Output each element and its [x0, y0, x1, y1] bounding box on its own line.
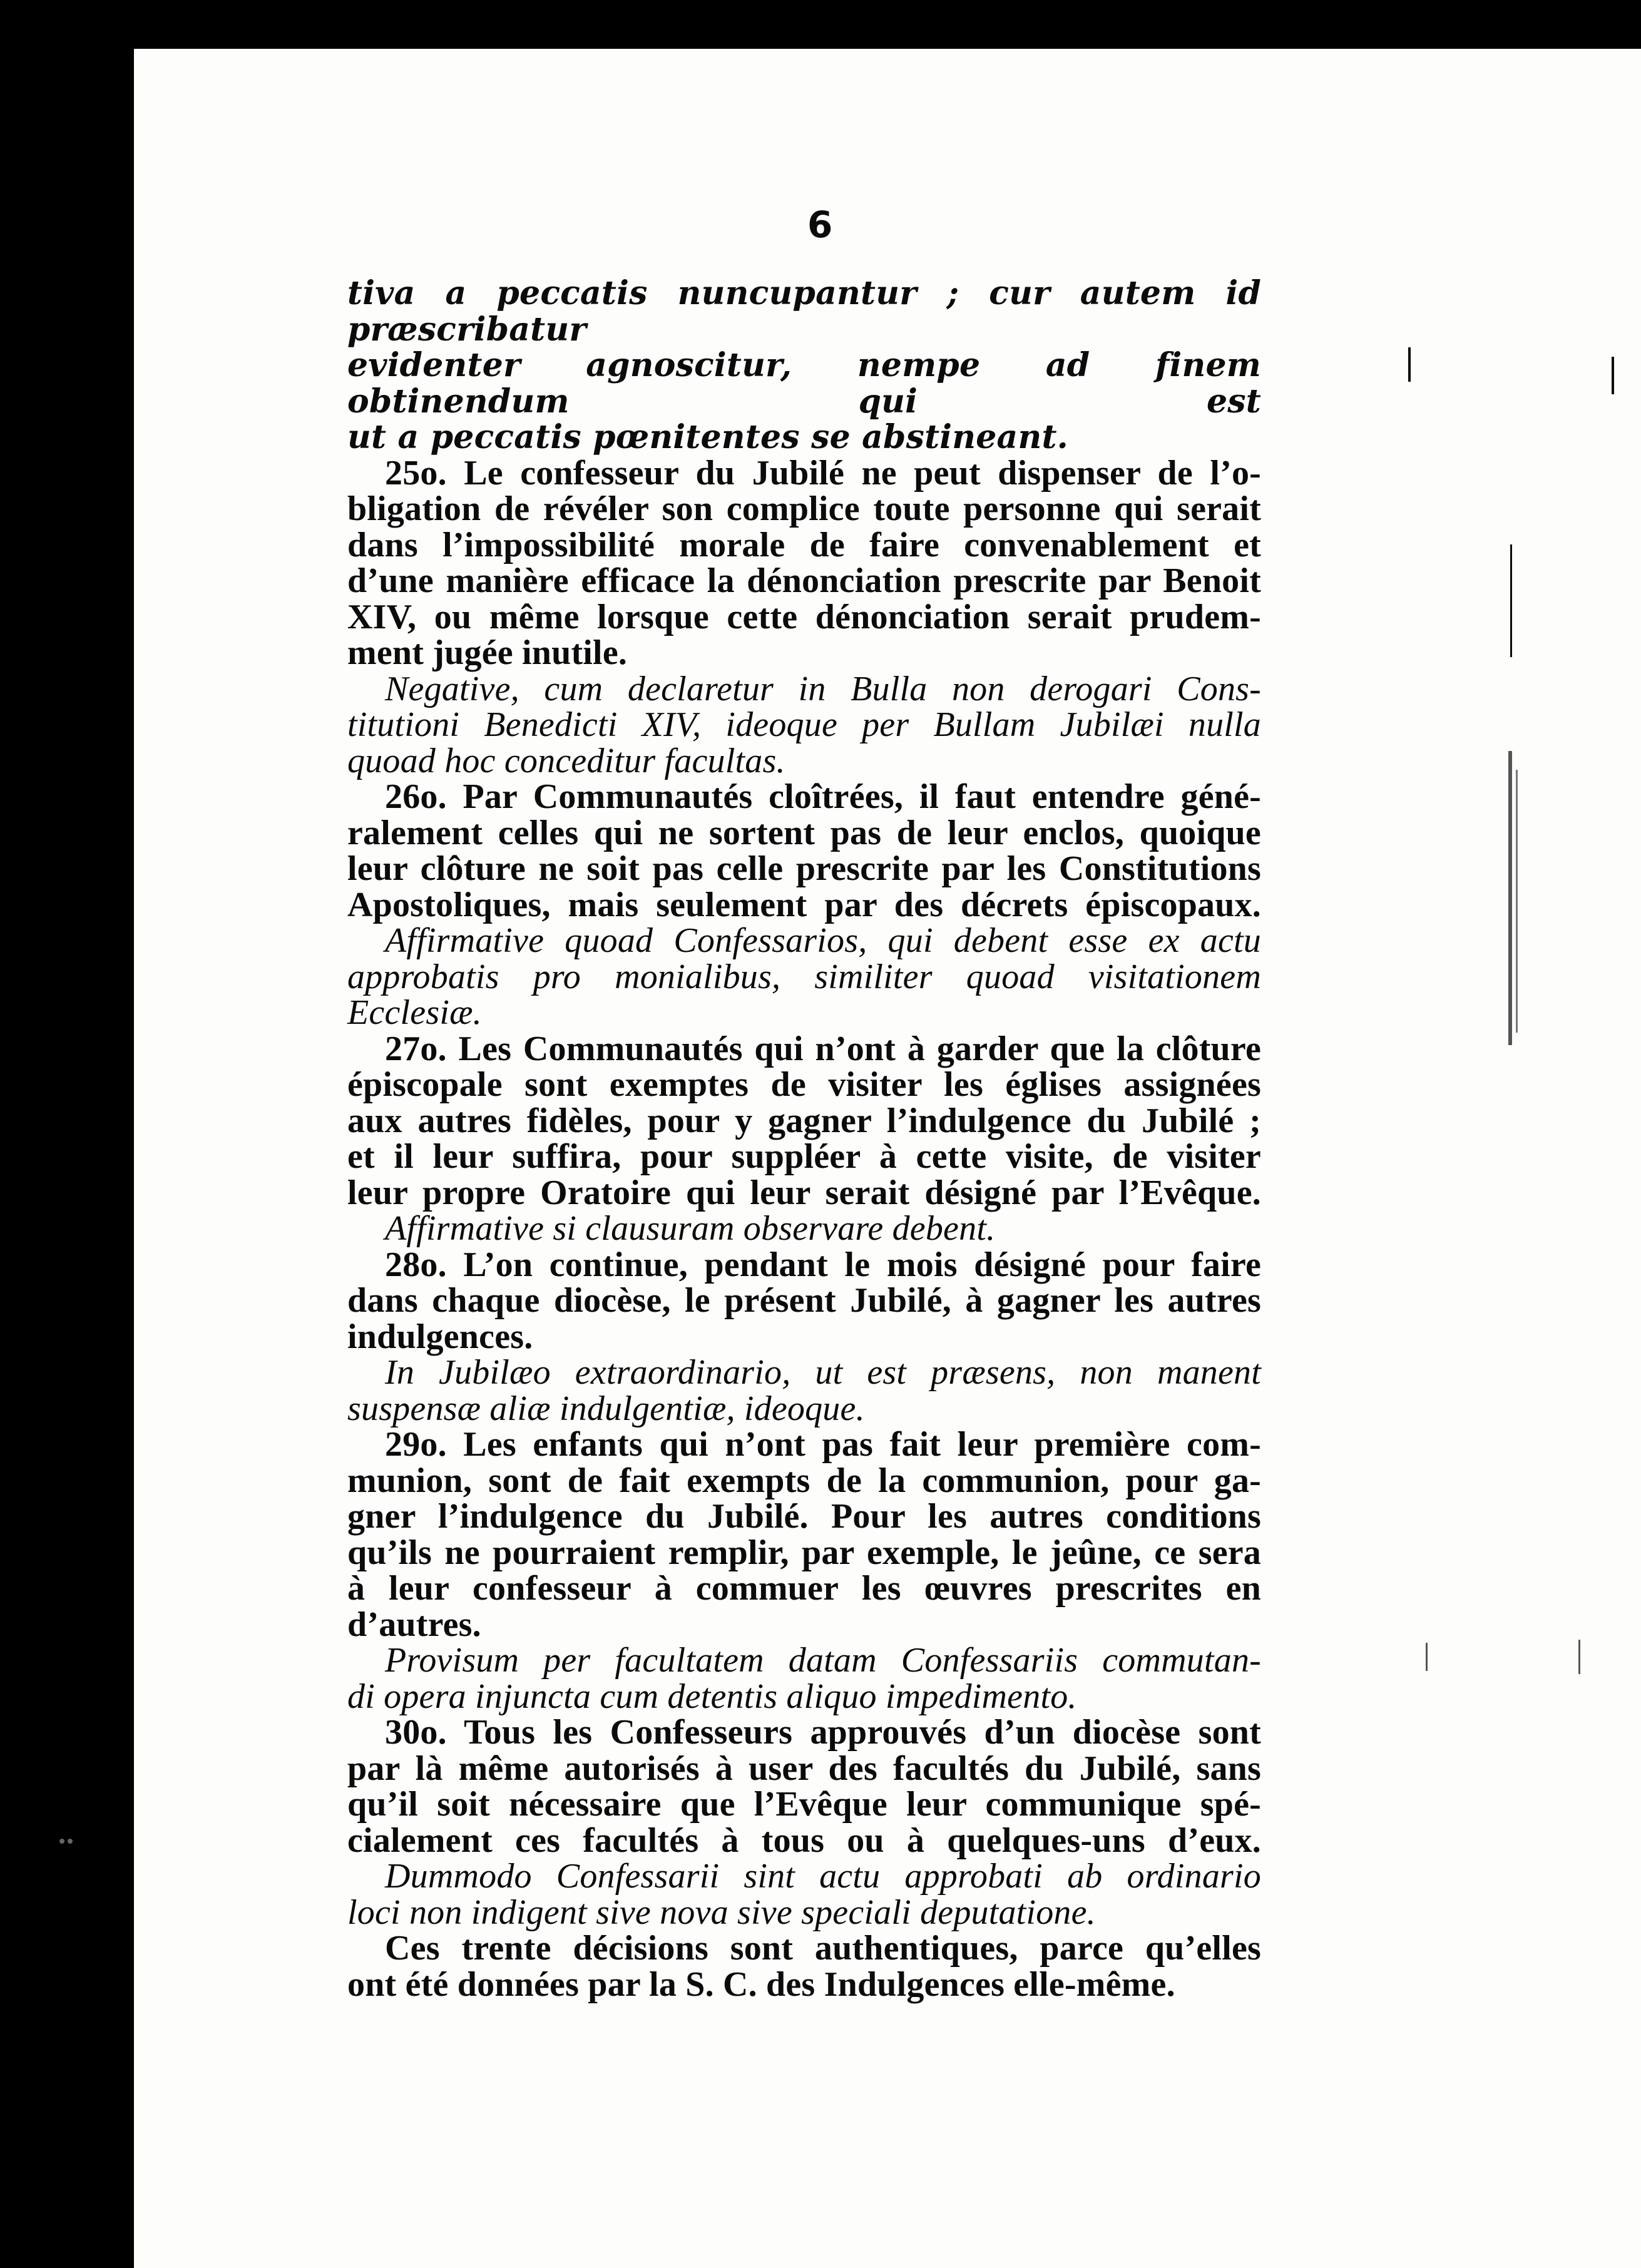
- text-line: d’une manière efficace la dénonciation prescrite par Benoit: [347, 561, 1261, 600]
- margin-scan-mark: [1516, 770, 1518, 1033]
- text-line: loci non indigent sive nova sive speciali deputatione.: [347, 1893, 1096, 1932]
- margin-scan-mark: [1408, 347, 1411, 382]
- text-line: evidenter agnoscitur, nempe ad finem obtinendum qui est: [347, 346, 1261, 421]
- margin-scan-mark: [1578, 1640, 1580, 1674]
- text-line: Ces trente décisions sont authentiques, parce qu’elles: [385, 1929, 1261, 1968]
- margin-scan-mark: [1426, 1643, 1428, 1671]
- margin-scan-dot: [68, 1839, 73, 1844]
- decision-paragraph-29: [347, 1427, 1261, 1643]
- text-line: gner l’indulgence du Jubilé. Pour les autres conditions: [347, 1497, 1261, 1536]
- response-paragraph-25: [347, 669, 1261, 780]
- response-paragraph-27: [347, 1211, 1261, 1247]
- text-line: 27o. Les Communautés qui n’ont à garder que la clôture: [385, 1029, 1261, 1068]
- text-line: bligation de révéler son complice toute personne qui serait: [347, 489, 1261, 528]
- text-line: titutioni Benedicti XIV, ideoque per Bullam Jubilæi nulla: [347, 705, 1261, 744]
- text-line: leur propre Oratoire qui leur serait désigné par l’Evêque.: [347, 1173, 1261, 1212]
- text-line: 29o. Les enfants qui n’ont pas fait leur première com-: [385, 1425, 1261, 1464]
- text-line: munion, sont de fait exempts de la communion, pour ga-: [347, 1461, 1261, 1500]
- text-line: Ecclesiæ.: [347, 993, 482, 1032]
- decision-paragraph-27: [347, 1031, 1261, 1212]
- margin-scan-dot: [59, 1839, 64, 1844]
- text-line: dans chaque diocèse, le présent Jubilé, à gagner les autres: [347, 1281, 1261, 1320]
- text-line: d’autres.: [347, 1605, 481, 1644]
- text-line: Provisum per facultatem datam Confessariis commutan-: [385, 1641, 1261, 1680]
- text-line: 30o. Tous les Confesseurs approuvés d’un diocèse sont: [385, 1713, 1261, 1752]
- text-line: qu’ils ne pourraient remplir, par exemple, le jeûne, ce sera: [347, 1533, 1261, 1572]
- text-line: cialement ces facultés à tous ou à quelques-uns d’eux.: [347, 1821, 1261, 1860]
- text-line: dans l’impossibilité morale de faire convenablement et: [347, 525, 1261, 564]
- response-paragraph-24-continued: [347, 275, 1261, 456]
- text-line: ont été données par la S. C. des Indulgences elle-même.: [347, 1964, 1175, 2004]
- text-line: Negative, cum declaretur in Bulla non derogari Cons-: [385, 669, 1261, 708]
- response-paragraph-30: [347, 1859, 1261, 1931]
- page-number: 6: [807, 203, 833, 246]
- response-paragraph-26: [347, 923, 1261, 1031]
- decision-paragraph-26: [347, 779, 1261, 923]
- response-paragraph-28: [347, 1355, 1261, 1427]
- text-line: indulgences.: [347, 1317, 533, 1356]
- text-line: di opera injuncta cum detentis aliquo impedimento.: [347, 1677, 1077, 1716]
- text-line: aux autres fidèles, pour y gagner l’indulgence du Jubilé ;: [347, 1101, 1261, 1140]
- text-line: suspensæ aliæ indulgentiæ, ideoque.: [347, 1389, 865, 1428]
- text-line: tiva a peccatis nuncupantur ; cur autem id præscribatur: [347, 274, 1261, 349]
- text-line: ment jugée inutile.: [347, 633, 628, 672]
- text-line: leur clôture ne soit pas celle prescrite par les Constitutions: [347, 849, 1261, 888]
- decision-paragraph-25: [347, 453, 1261, 672]
- text-line: quoad hoc conceditur facultas.: [347, 741, 785, 780]
- text-line: par là même autorisés à user des facultés du Jubilé, sans: [347, 1749, 1261, 1788]
- margin-scan-mark: [1612, 357, 1614, 394]
- text-line: qu’il soit nécessaire que l’Evêque leur communique spé-: [347, 1785, 1261, 1824]
- text-line: Dummodo Confessarii sint actu approbati ab ordinario: [385, 1857, 1261, 1896]
- margin-scan-mark: [1510, 544, 1512, 657]
- conclusion-paragraph: [347, 1931, 1261, 2003]
- text-line: et il leur suffira, pour suppléer à cette visite, de visiter: [347, 1137, 1261, 1176]
- text-line: Affirmative quoad Confessarios, qui debent esse ex actu: [385, 921, 1261, 960]
- text-line: à leur confesseur à commuer les œuvres prescrites en: [347, 1569, 1261, 1608]
- text-line: approbatis pro monialibus, similiter quoad visitationem: [347, 957, 1261, 996]
- decision-paragraph-28: [347, 1247, 1261, 1356]
- text-line: XIV, ou même lorsque cette dénonciation serait prudem-: [347, 597, 1261, 636]
- document-body: [347, 275, 1261, 2003]
- text-line: Apostoliques, mais seulement par des décrets épiscopaux.: [347, 885, 1261, 924]
- text-line: 28o. L’on continue, pendant le mois désigné pour faire: [385, 1245, 1261, 1284]
- text-line: 26o. Par Communautés cloîtrées, il faut entendre géné-: [385, 777, 1261, 816]
- margin-scan-mark: [1508, 751, 1512, 1045]
- text-line: ut a peccatis pœnitentes se abstineant.: [347, 418, 1068, 456]
- text-line: 25o. Le confesseur du Jubilé ne peut dispenser de l’o-: [385, 453, 1261, 493]
- response-paragraph-29: [347, 1643, 1261, 1715]
- text-line: ralement celles qui ne sortent pas de leur enclos, quoique: [347, 813, 1261, 852]
- text-line: Affirmative si clausuram observare debent.: [385, 1209, 996, 1248]
- text-line: In Jubilæo extraordinario, ut est præsens, non manent: [385, 1353, 1261, 1392]
- decision-paragraph-30: [347, 1715, 1261, 1859]
- text-line: épiscopale sont exemptes de visiter les églises assignées: [347, 1065, 1261, 1104]
